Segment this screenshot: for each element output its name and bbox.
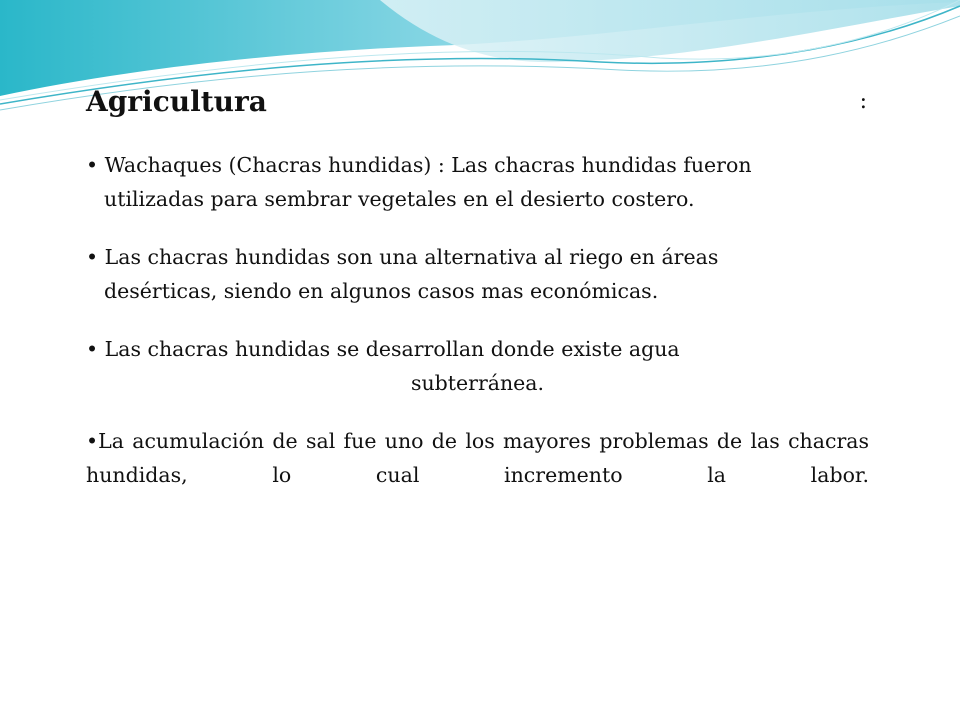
bullet-paragraph-1 xyxy=(86,148,869,216)
bullet-continuation: subterránea. xyxy=(410,371,545,395)
bullet-text: La acumulación de sal fue uno de los mayores problemas de las xyxy=(98,429,780,453)
bullet-text: Wachaques (Chacras hundidas) : Las chacras hundidas fueron xyxy=(104,153,752,177)
bullet-continuation: utilizadas para sembrar vegetales en el desierto costero. xyxy=(104,187,695,211)
bullet-glyph: • xyxy=(86,153,99,177)
bullet-glyph: • xyxy=(86,429,99,453)
slide-title xyxy=(86,82,869,124)
bullet-glyph: • xyxy=(86,245,99,269)
bullet-line xyxy=(86,148,869,182)
bullet-paragraph-4 xyxy=(86,424,869,492)
wave-band-light xyxy=(380,0,960,62)
bullet-glyph: • xyxy=(86,337,99,361)
bullet-continuation: chacras hundidas, lo cual incremento la labor. xyxy=(86,429,869,487)
slide-title-text: Agricultura xyxy=(86,85,267,118)
bullet-line xyxy=(86,332,869,366)
bullet-line xyxy=(86,240,869,274)
bullet-paragraph-3 xyxy=(86,332,869,400)
slide-title-colon: : xyxy=(859,89,867,114)
slide-content xyxy=(86,82,869,492)
bullet-text: Las chacras hundidas se desarrollan donde existe agua xyxy=(104,337,680,361)
bullet-paragraph-2 xyxy=(86,240,869,308)
bullet-continuation: desérticas, siendo en algunos casos mas económicas. xyxy=(104,279,659,303)
bullet-text: Las chacras hundidas son una alternativa al riego en áreas xyxy=(104,245,719,269)
